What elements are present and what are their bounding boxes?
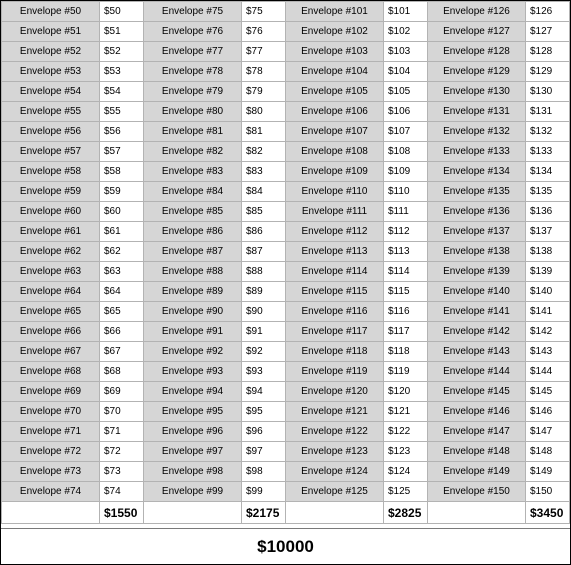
table-row xyxy=(2,342,570,362)
envelope-name-cell: Envelope #103 xyxy=(286,42,384,62)
table-row xyxy=(2,282,570,302)
envelope-name-cell: Envelope #67 xyxy=(2,342,100,362)
envelope-name-cell: Envelope #83 xyxy=(144,162,242,182)
envelope-name-cell: Envelope #61 xyxy=(2,222,100,242)
envelope-name-cell: Envelope #129 xyxy=(428,62,526,82)
envelope-amount-cell: $133 xyxy=(526,142,570,162)
envelope-name-cell: Envelope #90 xyxy=(144,302,242,322)
envelope-name-cell: Envelope #107 xyxy=(286,122,384,142)
envelope-name-cell: Envelope #126 xyxy=(428,2,526,22)
envelope-amount-cell: $134 xyxy=(526,162,570,182)
envelope-name-cell: Envelope #56 xyxy=(2,122,100,142)
envelope-amount-cell: $116 xyxy=(384,302,428,322)
envelope-name-cell: Envelope #102 xyxy=(286,22,384,42)
envelope-amount-cell: $149 xyxy=(526,462,570,482)
envelope-name-cell: Envelope #142 xyxy=(428,322,526,342)
table-row xyxy=(2,62,570,82)
envelope-name-cell: Envelope #113 xyxy=(286,242,384,262)
envelope-name-cell: Envelope #64 xyxy=(2,282,100,302)
envelope-amount-cell: $103 xyxy=(384,42,428,62)
envelope-name-cell: Envelope #87 xyxy=(144,242,242,262)
envelope-name-cell: Envelope #75 xyxy=(144,2,242,22)
table-row xyxy=(2,322,570,342)
envelope-amount-cell: $124 xyxy=(384,462,428,482)
envelope-amount-cell: $92 xyxy=(242,342,286,362)
table-row xyxy=(2,402,570,422)
envelope-amount-cell: $108 xyxy=(384,142,428,162)
envelope-name-cell: Envelope #122 xyxy=(286,422,384,442)
envelope-name-cell: Envelope #136 xyxy=(428,202,526,222)
table-row xyxy=(2,82,570,102)
table-row xyxy=(2,482,570,502)
envelope-amount-cell: $104 xyxy=(384,62,428,82)
envelope-amount-cell: $129 xyxy=(526,62,570,82)
envelope-amount-cell: $51 xyxy=(100,22,144,42)
envelope-name-cell: Envelope #85 xyxy=(144,202,242,222)
envelope-amount-cell: $74 xyxy=(100,482,144,502)
envelope-name-cell: Envelope #96 xyxy=(144,422,242,442)
table-row xyxy=(2,122,570,142)
envelope-name-cell: Envelope #128 xyxy=(428,42,526,62)
envelope-name-cell: Envelope #148 xyxy=(428,442,526,462)
envelope-name-cell: Envelope #125 xyxy=(286,482,384,502)
envelope-amount-cell: $58 xyxy=(100,162,144,182)
envelope-amount-cell: $95 xyxy=(242,402,286,422)
envelope-name-cell: Envelope #120 xyxy=(286,382,384,402)
envelope-name-cell: Envelope #55 xyxy=(2,102,100,122)
envelope-name-cell: Envelope #143 xyxy=(428,342,526,362)
envelope-amount-cell: $88 xyxy=(242,262,286,282)
envelope-name-cell: Envelope #59 xyxy=(2,182,100,202)
envelope-amount-cell: $69 xyxy=(100,382,144,402)
table-row xyxy=(2,382,570,402)
envelope-name-cell: Envelope #60 xyxy=(2,202,100,222)
envelope-name-cell: Envelope #82 xyxy=(144,142,242,162)
envelope-name-cell: Envelope #140 xyxy=(428,282,526,302)
envelope-amount-cell: $131 xyxy=(526,102,570,122)
envelope-amount-cell: $57 xyxy=(100,142,144,162)
envelope-amount-cell: $145 xyxy=(526,382,570,402)
envelope-amount-cell: $86 xyxy=(242,222,286,242)
envelope-name-cell: Envelope #119 xyxy=(286,362,384,382)
subtotal-row xyxy=(2,502,570,524)
envelope-amount-cell: $128 xyxy=(526,42,570,62)
envelope-name-cell: Envelope #70 xyxy=(2,402,100,422)
subtotal-spacer-cell xyxy=(286,502,384,524)
envelope-name-cell: Envelope #97 xyxy=(144,442,242,462)
envelope-name-cell: Envelope #111 xyxy=(286,202,384,222)
envelope-amount-cell: $61 xyxy=(100,222,144,242)
table-row xyxy=(2,142,570,162)
envelope-name-cell: Envelope #101 xyxy=(286,2,384,22)
column-subtotal: $1550 xyxy=(100,502,144,524)
envelope-amount-cell: $117 xyxy=(384,322,428,342)
envelope-amount-cell: $136 xyxy=(526,202,570,222)
envelope-name-cell: Envelope #73 xyxy=(2,462,100,482)
envelope-amount-cell: $115 xyxy=(384,282,428,302)
envelope-amount-cell: $72 xyxy=(100,442,144,462)
envelope-amount-cell: $114 xyxy=(384,262,428,282)
envelope-amount-cell: $143 xyxy=(526,342,570,362)
envelope-name-cell: Envelope #54 xyxy=(2,82,100,102)
table-row xyxy=(2,242,570,262)
column-subtotal: $2175 xyxy=(242,502,286,524)
envelope-amount-cell: $99 xyxy=(242,482,286,502)
table-row xyxy=(2,222,570,242)
table-row xyxy=(2,102,570,122)
envelope-amount-cell: $150 xyxy=(526,482,570,502)
envelope-amount-cell: $112 xyxy=(384,222,428,242)
envelope-amount-cell: $54 xyxy=(100,82,144,102)
envelope-amount-cell: $59 xyxy=(100,182,144,202)
envelope-amount-cell: $87 xyxy=(242,242,286,262)
envelope-name-cell: Envelope #124 xyxy=(286,462,384,482)
envelope-amount-cell: $68 xyxy=(100,362,144,382)
envelope-amount-cell: $127 xyxy=(526,22,570,42)
envelope-name-cell: Envelope #116 xyxy=(286,302,384,322)
subtotal-spacer-cell xyxy=(144,502,242,524)
envelope-amount-cell: $107 xyxy=(384,122,428,142)
envelope-amount-cell: $62 xyxy=(100,242,144,262)
envelope-amount-cell: $119 xyxy=(384,362,428,382)
envelope-amount-cell: $83 xyxy=(242,162,286,182)
envelope-amount-cell: $148 xyxy=(526,442,570,462)
envelope-amount-cell: $89 xyxy=(242,282,286,302)
table-row xyxy=(2,2,570,22)
envelope-name-cell: Envelope #141 xyxy=(428,302,526,322)
envelope-amount-cell: $55 xyxy=(100,102,144,122)
envelope-name-cell: Envelope #135 xyxy=(428,182,526,202)
envelope-name-cell: Envelope #130 xyxy=(428,82,526,102)
table-row xyxy=(2,22,570,42)
table-row xyxy=(2,362,570,382)
envelope-amount-cell: $91 xyxy=(242,322,286,342)
envelope-amount-cell: $66 xyxy=(100,322,144,342)
envelope-name-cell: Envelope #71 xyxy=(2,422,100,442)
envelope-name-cell: Envelope #74 xyxy=(2,482,100,502)
envelope-amount-cell: $76 xyxy=(242,22,286,42)
envelope-amount-cell: $101 xyxy=(384,2,428,22)
column-subtotal: $2825 xyxy=(384,502,428,524)
envelope-name-cell: Envelope #52 xyxy=(2,42,100,62)
envelope-name-cell: Envelope #137 xyxy=(428,222,526,242)
envelope-table xyxy=(1,1,570,524)
envelope-amount-cell: $93 xyxy=(242,362,286,382)
envelope-amount-cell: $53 xyxy=(100,62,144,82)
envelope-amount-cell: $94 xyxy=(242,382,286,402)
envelope-amount-cell: $137 xyxy=(526,222,570,242)
envelope-name-cell: Envelope #115 xyxy=(286,282,384,302)
envelope-name-cell: Envelope #134 xyxy=(428,162,526,182)
envelope-name-cell: Envelope #98 xyxy=(144,462,242,482)
envelope-amount-cell: $122 xyxy=(384,422,428,442)
envelope-name-cell: Envelope #147 xyxy=(428,422,526,442)
envelope-name-cell: Envelope #93 xyxy=(144,362,242,382)
envelope-amount-cell: $75 xyxy=(242,2,286,22)
envelope-amount-cell: $130 xyxy=(526,82,570,102)
envelope-name-cell: Envelope #110 xyxy=(286,182,384,202)
envelope-amount-cell: $113 xyxy=(384,242,428,262)
envelope-amount-cell: $98 xyxy=(242,462,286,482)
envelope-name-cell: Envelope #88 xyxy=(144,262,242,282)
envelope-name-cell: Envelope #50 xyxy=(2,2,100,22)
envelope-table-body xyxy=(2,2,570,524)
envelope-name-cell: Envelope #132 xyxy=(428,122,526,142)
envelope-name-cell: Envelope #68 xyxy=(2,362,100,382)
envelope-name-cell: Envelope #95 xyxy=(144,402,242,422)
envelope-amount-cell: $79 xyxy=(242,82,286,102)
envelope-amount-cell: $141 xyxy=(526,302,570,322)
envelope-amount-cell: $109 xyxy=(384,162,428,182)
envelope-amount-cell: $97 xyxy=(242,442,286,462)
envelope-amount-cell: $70 xyxy=(100,402,144,422)
table-row xyxy=(2,302,570,322)
envelope-name-cell: Envelope #62 xyxy=(2,242,100,262)
envelope-name-cell: Envelope #72 xyxy=(2,442,100,462)
envelope-name-cell: Envelope #53 xyxy=(2,62,100,82)
envelope-name-cell: Envelope #91 xyxy=(144,322,242,342)
envelope-amount-cell: $123 xyxy=(384,442,428,462)
envelope-amount-cell: $85 xyxy=(242,202,286,222)
column-subtotal: $3450 xyxy=(526,502,570,524)
envelope-amount-cell: $60 xyxy=(100,202,144,222)
envelope-name-cell: Envelope #86 xyxy=(144,222,242,242)
envelope-name-cell: Envelope #146 xyxy=(428,402,526,422)
envelope-name-cell: Envelope #127 xyxy=(428,22,526,42)
table-row xyxy=(2,202,570,222)
table-row xyxy=(2,262,570,282)
envelope-name-cell: Envelope #94 xyxy=(144,382,242,402)
envelope-name-cell: Envelope #149 xyxy=(428,462,526,482)
envelope-amount-cell: $138 xyxy=(526,242,570,262)
envelope-amount-cell: $56 xyxy=(100,122,144,142)
envelope-name-cell: Envelope #105 xyxy=(286,82,384,102)
envelope-amount-cell: $73 xyxy=(100,462,144,482)
envelope-name-cell: Envelope #58 xyxy=(2,162,100,182)
envelope-amount-cell: $67 xyxy=(100,342,144,362)
envelope-name-cell: Envelope #133 xyxy=(428,142,526,162)
envelope-name-cell: Envelope #118 xyxy=(286,342,384,362)
envelope-name-cell: Envelope #123 xyxy=(286,442,384,462)
envelope-name-cell: Envelope #99 xyxy=(144,482,242,502)
envelope-amount-cell: $71 xyxy=(100,422,144,442)
envelope-amount-cell: $52 xyxy=(100,42,144,62)
envelope-name-cell: Envelope #69 xyxy=(2,382,100,402)
envelope-amount-cell: $125 xyxy=(384,482,428,502)
envelope-name-cell: Envelope #104 xyxy=(286,62,384,82)
envelope-amount-cell: $147 xyxy=(526,422,570,442)
envelope-name-cell: Envelope #112 xyxy=(286,222,384,242)
envelope-amount-cell: $110 xyxy=(384,182,428,202)
envelope-amount-cell: $77 xyxy=(242,42,286,62)
envelope-name-cell: Envelope #114 xyxy=(286,262,384,282)
table-row xyxy=(2,442,570,462)
table-row xyxy=(2,162,570,182)
envelope-amount-cell: $139 xyxy=(526,262,570,282)
envelope-amount-cell: $126 xyxy=(526,2,570,22)
envelope-name-cell: Envelope #79 xyxy=(144,82,242,102)
envelope-name-cell: Envelope #108 xyxy=(286,142,384,162)
table-row xyxy=(2,42,570,62)
envelope-name-cell: Envelope #57 xyxy=(2,142,100,162)
envelope-name-cell: Envelope #77 xyxy=(144,42,242,62)
subtotal-spacer-cell xyxy=(428,502,526,524)
envelope-name-cell: Envelope #106 xyxy=(286,102,384,122)
envelope-amount-cell: $146 xyxy=(526,402,570,422)
envelope-name-cell: Envelope #145 xyxy=(428,382,526,402)
envelope-name-cell: Envelope #117 xyxy=(286,322,384,342)
envelope-amount-cell: $65 xyxy=(100,302,144,322)
envelope-amount-cell: $135 xyxy=(526,182,570,202)
grand-total: $10000 xyxy=(1,528,570,565)
envelope-amount-cell: $90 xyxy=(242,302,286,322)
envelope-amount-cell: $142 xyxy=(526,322,570,342)
table-row xyxy=(2,422,570,442)
envelope-amount-cell: $96 xyxy=(242,422,286,442)
envelope-name-cell: Envelope #92 xyxy=(144,342,242,362)
envelope-name-cell: Envelope #78 xyxy=(144,62,242,82)
envelope-amount-cell: $82 xyxy=(242,142,286,162)
envelope-amount-cell: $111 xyxy=(384,202,428,222)
envelope-amount-cell: $120 xyxy=(384,382,428,402)
envelope-name-cell: Envelope #81 xyxy=(144,122,242,142)
envelope-name-cell: Envelope #144 xyxy=(428,362,526,382)
envelope-amount-cell: $132 xyxy=(526,122,570,142)
envelope-amount-cell: $64 xyxy=(100,282,144,302)
subtotal-spacer-cell xyxy=(2,502,100,524)
envelope-name-cell: Envelope #65 xyxy=(2,302,100,322)
envelope-amount-cell: $121 xyxy=(384,402,428,422)
envelope-amount-cell: $105 xyxy=(384,82,428,102)
envelope-name-cell: Envelope #121 xyxy=(286,402,384,422)
envelope-amount-cell: $106 xyxy=(384,102,428,122)
envelope-amount-cell: $80 xyxy=(242,102,286,122)
envelope-amount-cell: $140 xyxy=(526,282,570,302)
envelope-name-cell: Envelope #139 xyxy=(428,262,526,282)
envelope-amount-cell: $144 xyxy=(526,362,570,382)
envelope-amount-cell: $63 xyxy=(100,262,144,282)
envelope-name-cell: Envelope #84 xyxy=(144,182,242,202)
envelope-amount-cell: $81 xyxy=(242,122,286,142)
envelope-amount-cell: $78 xyxy=(242,62,286,82)
envelope-amount-cell: $102 xyxy=(384,22,428,42)
table-row xyxy=(2,462,570,482)
envelope-name-cell: Envelope #80 xyxy=(144,102,242,122)
envelope-name-cell: Envelope #51 xyxy=(2,22,100,42)
envelope-name-cell: Envelope #109 xyxy=(286,162,384,182)
envelope-name-cell: Envelope #138 xyxy=(428,242,526,262)
envelope-amount-cell: $50 xyxy=(100,2,144,22)
envelope-name-cell: Envelope #150 xyxy=(428,482,526,502)
envelope-name-cell: Envelope #66 xyxy=(2,322,100,342)
envelope-amount-cell: $118 xyxy=(384,342,428,362)
table-row xyxy=(2,182,570,202)
envelope-name-cell: Envelope #63 xyxy=(2,262,100,282)
envelope-amount-cell: $84 xyxy=(242,182,286,202)
envelope-name-cell: Envelope #76 xyxy=(144,22,242,42)
envelope-name-cell: Envelope #89 xyxy=(144,282,242,302)
envelope-name-cell: Envelope #131 xyxy=(428,102,526,122)
